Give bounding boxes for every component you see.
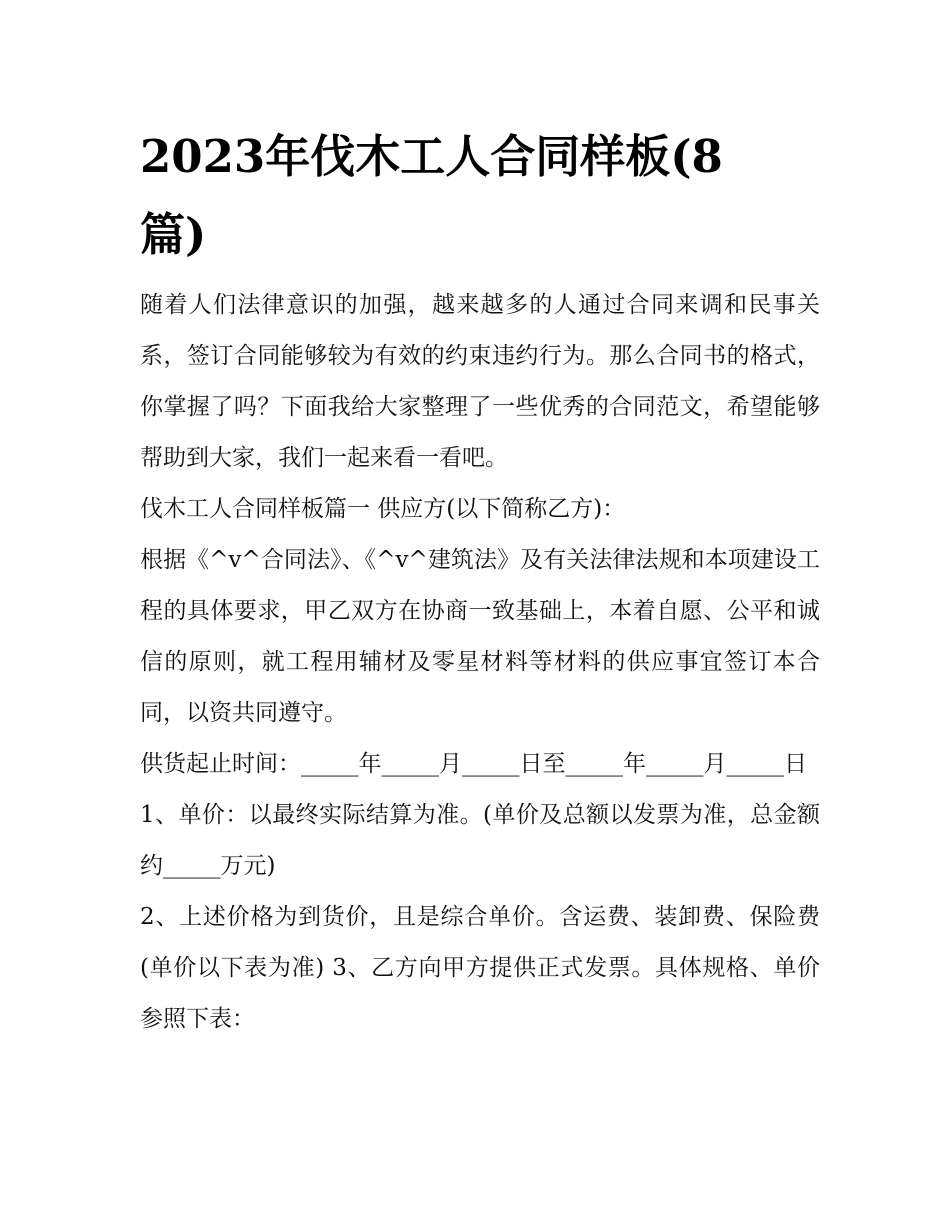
price-terms-clause: 2、上述价格为到货价，且是综合单价。含运费、装卸费、保险费(单价以下表为准) 3、乙方向甲方提供正式发票。具体规格、单价参照下表： xyxy=(140,904,820,1032)
supply-period-paragraph: 供货起止时间：_____年_____月_____日至_____年_____月_____日 xyxy=(140,751,807,777)
document-title: 2023年伐木工人合同样板(8篇) xyxy=(140,130,723,261)
section-heading-paragraph: 伐木工人合同样板篇一 供应方(以下简称乙方)： xyxy=(140,496,626,522)
intro-paragraph: 随着人们法律意识的加强，越来越多的人通过合同来调和民事关系，签订合同能够较为有效的约束违约行为。那么合同书的格式，你掌握了吗？下面我给大家整理了一些优秀的合同范文，希望能够帮助到大家，我们一起来看一看吧。 xyxy=(140,292,820,471)
legal-basis-paragraph: 根据《^v^合同法》、《^v^建筑法》及有关法律法规和本项建设工程的具体要求，甲乙双方在协商一致基础上，本着自愿、公平和诚信的原则，就工程用辅材及零星材料等材料的供应事宜签订本合同，以资共同遵守。 xyxy=(140,547,820,726)
unit-price-clause: 1、单价：以最终实际结算为准。(单价及总额以发票为准，总金额约_____万元) xyxy=(140,802,820,879)
document-body xyxy=(140,280,820,1045)
